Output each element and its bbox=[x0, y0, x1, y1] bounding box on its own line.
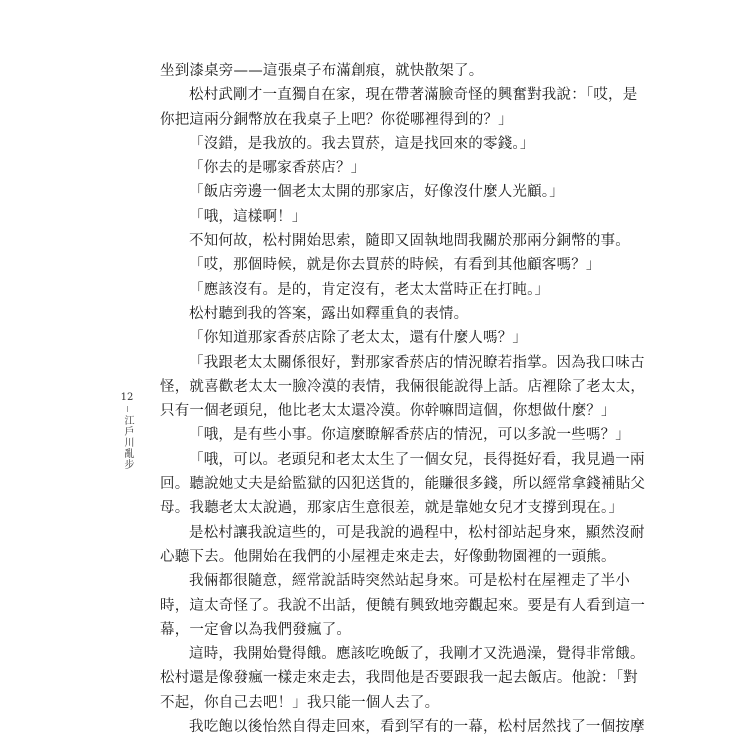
text-line: 坐到漆桌旁——這張桌子布滿創痕，就快散架了。 bbox=[160, 63, 484, 79]
text-line: 母。我聽老太太說過，那家店生意很差，就是靠她女兒才支撐到現在。」 bbox=[160, 500, 624, 517]
text-line: 「你去的是哪家香菸店？」 bbox=[189, 160, 366, 177]
text-line: 只有一個老頭兒，他比老太太還冷漠。你幹嘛問這個，你想做什麼？」 bbox=[160, 403, 616, 420]
text-line: 我吃飽以後怡然自得走回來，看到罕有的一幕，松村居然找了一個按摩 bbox=[189, 719, 645, 736]
margin-column bbox=[120, 392, 134, 470]
body-text bbox=[160, 59, 646, 739]
margin-rule bbox=[127, 406, 128, 412]
text-line: 松村武剛才一直獨自在家，現在帶著滿臉奇怪的興奮對我說：「哎，是 bbox=[189, 87, 638, 104]
text-line: 是松村讓我說這些的，可是我說的過程中，松村卻站起身來，顯然沒耐 bbox=[189, 524, 645, 541]
text-line: 松村還是像發瘋一樣走來走去，我問他是否要跟我一起去飯店。他說：「對 bbox=[160, 670, 638, 687]
text-line: 幕，一定會以為我們發瘋了。 bbox=[160, 621, 352, 638]
text-line: 這時，我開始覺得餓。應該吃晚飯了，我剛才又洗過澡，覺得非常餓。 bbox=[189, 646, 645, 663]
text-line: 我倆都很隨意，經常說話時突然站起身來。可是松村在屋裡走了半小 bbox=[189, 573, 630, 590]
text-line: 「沒錯，是我放的。我去買菸，這是找回來的零錢。」 bbox=[189, 135, 535, 152]
text-line: 「哦，這樣啊！」 bbox=[189, 208, 307, 225]
text-line: 不起，你自己去吧！」我只能一個人去了。 bbox=[160, 694, 440, 711]
page-number: 12 bbox=[120, 392, 134, 403]
text-line: 「哦，可以。老頭兒和老太太生了一個女兒，長得挺好看，我見過一兩 bbox=[189, 451, 645, 468]
text-line: 「飯店旁邊一個老太太開的那家店，好像沒什麼人光顧。」 bbox=[189, 184, 564, 201]
text-line: 回。聽說她丈夫是給監獄的囚犯送貨的，能賺很多錢，所以經常拿錢補貼父 bbox=[160, 476, 646, 493]
text-line: 不知何故，松村開始思索，隨即又固執地問我關於那兩分銅幣的事。 bbox=[189, 233, 630, 250]
running-title: 江戶川亂步 bbox=[122, 415, 133, 470]
text-line: 怪，就喜歡老太太一臉冷漠的表情，我倆很能說得上話。店裡除了老太太， bbox=[160, 378, 646, 395]
text-line: 你把這兩分銅幣放在我桌子上吧？你從哪裡得到的？」 bbox=[160, 111, 513, 128]
text-line: 心聽下去。他開始在我們的小屋裡走來走去，好像動物園裡的一頭熊。 bbox=[160, 548, 616, 565]
text-line: 「你知道那家香菸店除了老太太，還有什麼人嗎？」 bbox=[189, 330, 528, 347]
text-line: 「哎，那個時候，就是你去買菸的時候，有看到其他顧客嗎？」 bbox=[189, 257, 601, 274]
text-line: 「哦，是有些小事。你這麼瞭解香菸店的情況，可以多說一些嗎？」 bbox=[189, 427, 630, 444]
text-line: 松村聽到我的答案，露出如釋重負的表情。 bbox=[189, 305, 469, 322]
text-line: 「應該沒有。是的，肯定沒有，老太太當時正在打盹。」 bbox=[189, 281, 550, 298]
text-line: 時，這太奇怪了。我說不出話，便饒有興致地旁觀起來。要是有人看到這一 bbox=[160, 597, 646, 614]
text-line: 「我跟老太太關係很好，對那家香菸店的情況瞭若指掌。因為我口味古 bbox=[189, 354, 645, 371]
